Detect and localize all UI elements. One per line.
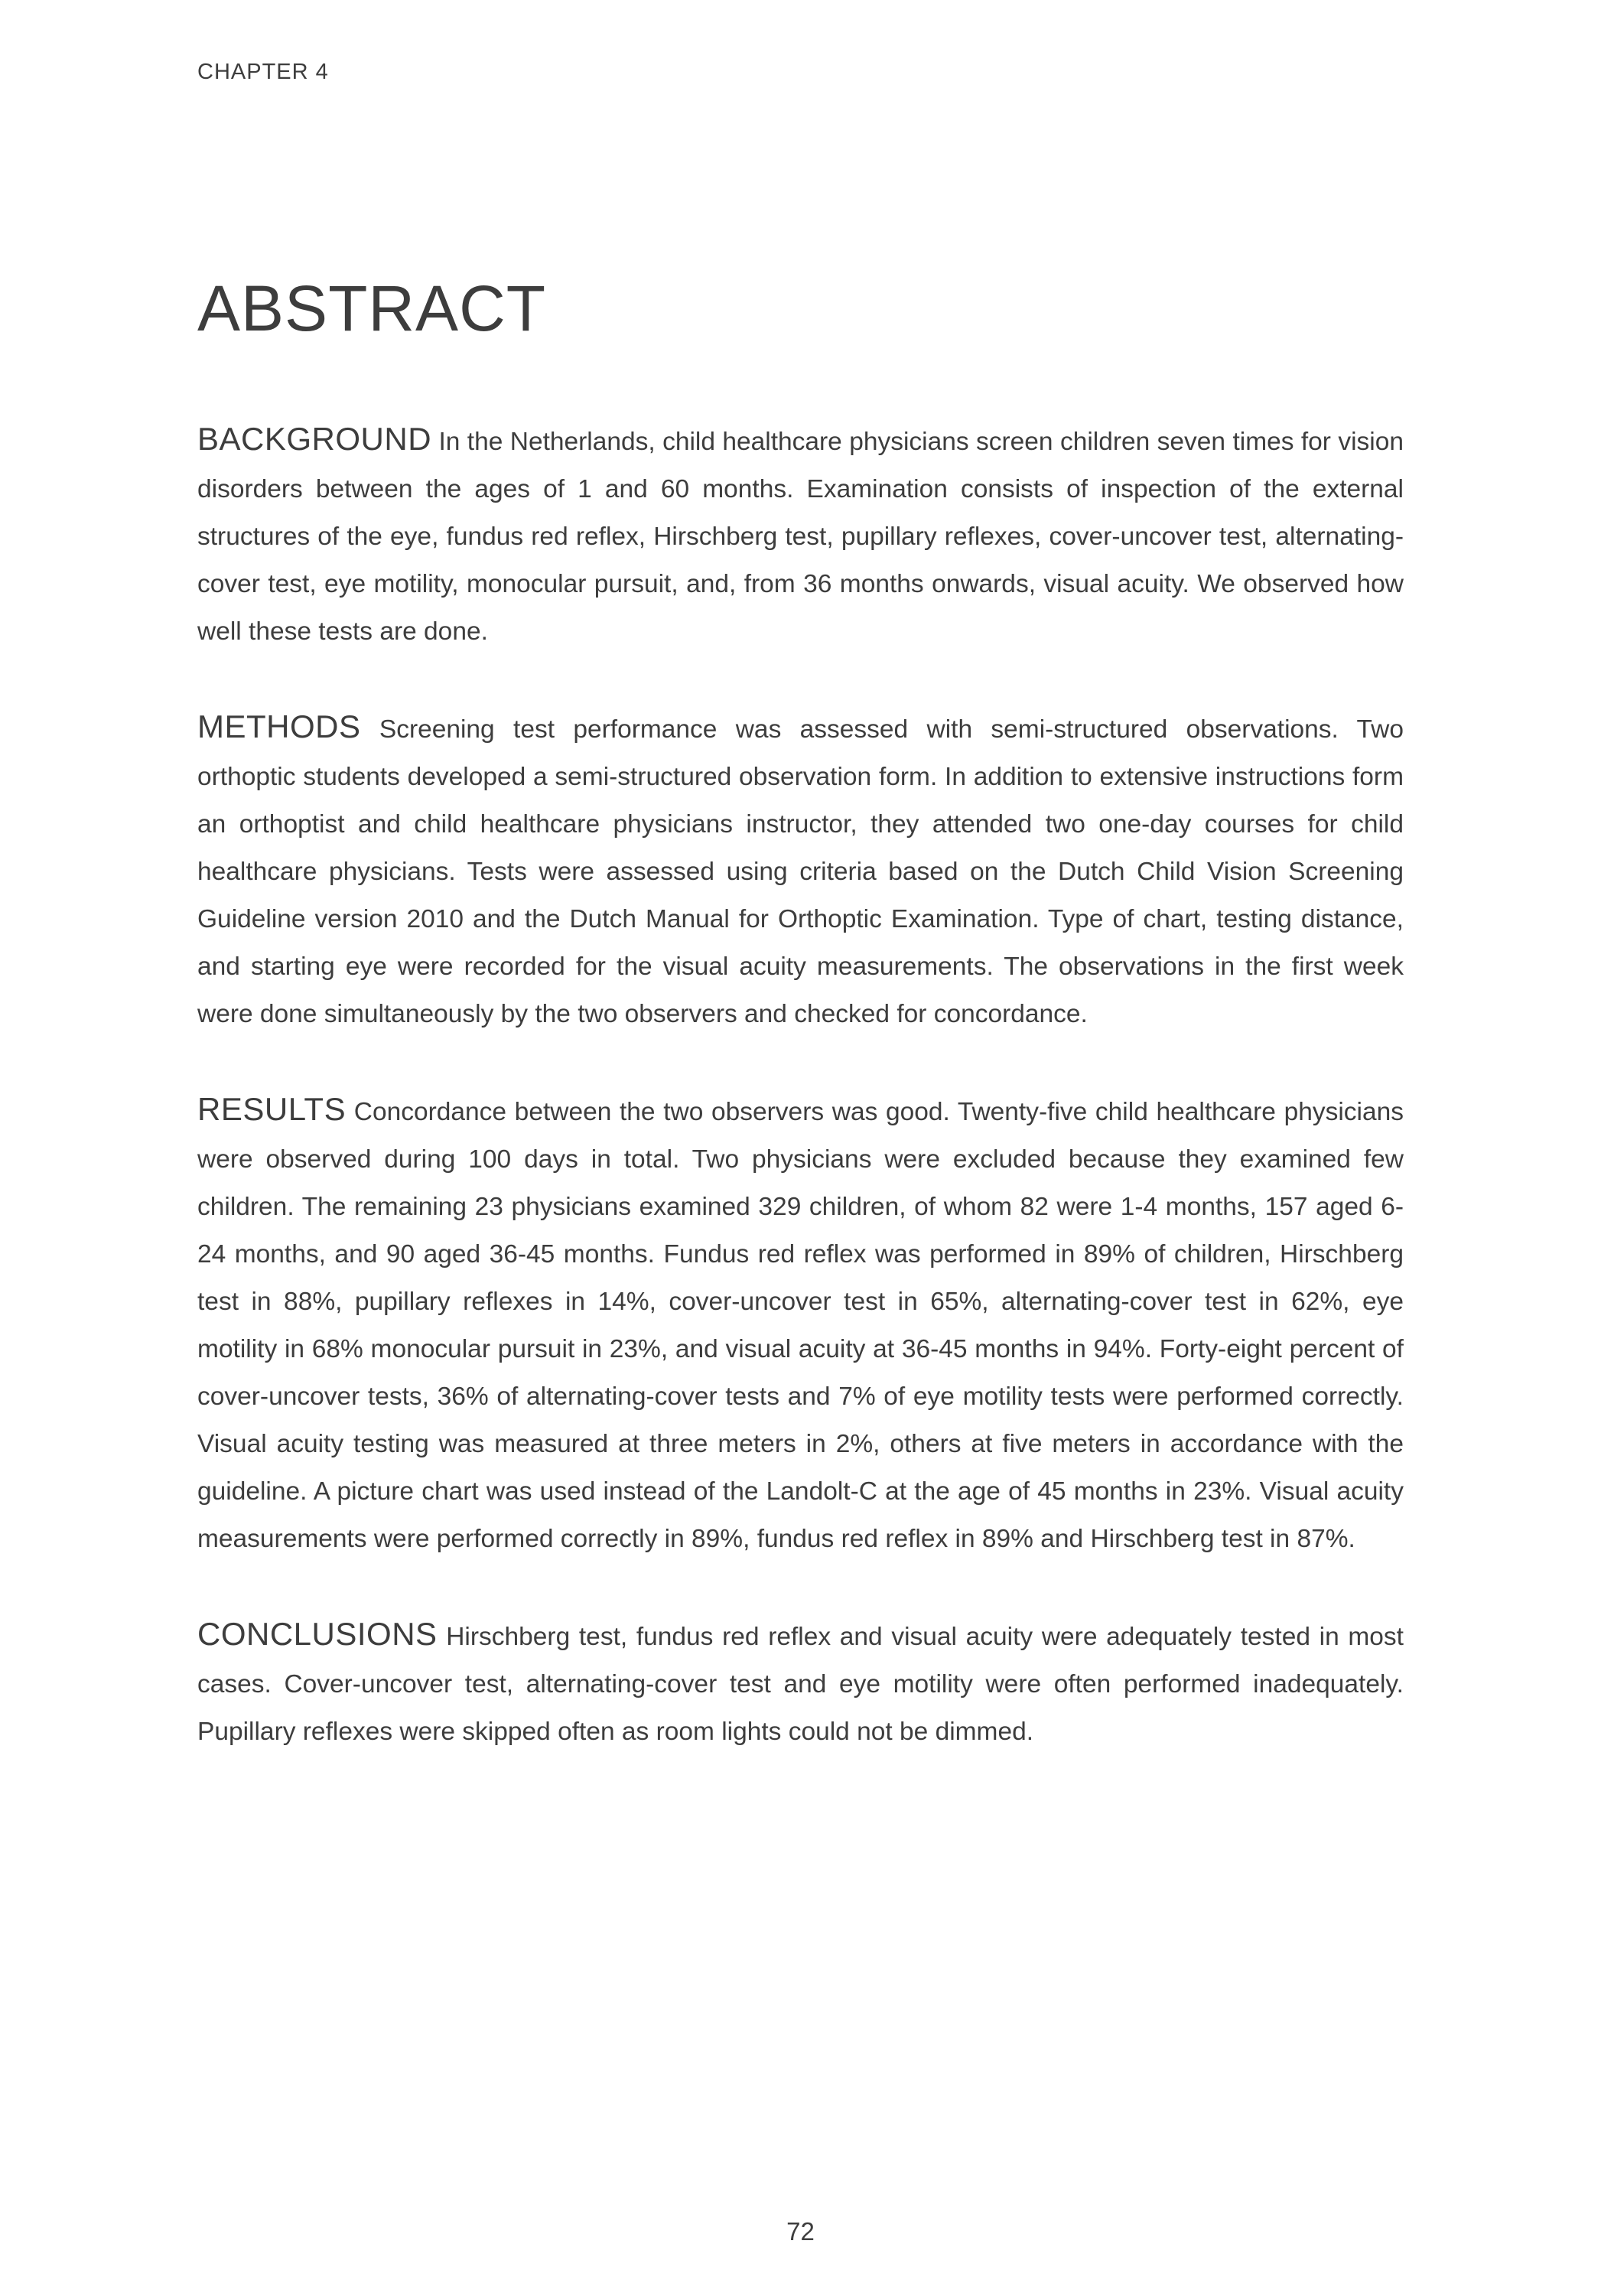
section-results [197,1086,1404,1563]
page-content [197,0,1404,1803]
page-title: ABSTRACT [197,272,547,344]
section-background [197,415,1404,656]
section-label-background: BACKGROUND [197,421,432,457]
section-label-conclusions: CONCLUSIONS [197,1616,438,1652]
section-text-conclusions: Hirschberg test, fundus red reflex and visual acuity were adequately tested in most cases. Cover-uncover test, alternating-cover test and eye motility were often performed inadequately. Pupillary reflexes were skipped often as room lights could not be dimmed. [197,1623,1404,1746]
page-number: 72 [786,2217,815,2246]
chapter-header: CHAPTER 4 [197,60,329,84]
abstract-sections [197,415,1404,1756]
section-methods [197,703,1404,1038]
section-text-background: In the Netherlands, child healthcare physicians screen children seven times for vision disorders between the ages of 1 and 60 months. Examination consists of inspection of the external structures of the eye, fundus red reflex, Hirschberg test, pupillary reflexes, cover-uncover test, alternating-cover test, eye motility, monocular pursuit, and, from 36 months onwards, visual acuity. We observed how well these tests are done. [197,428,1404,646]
section-conclusions [197,1610,1404,1756]
section-text-methods: Screening test performance was assessed with semi-structured observations. Two orthoptic students developed a semi-structured observation form. In addition to extensive instructions form an orthoptist and child healthcare physicians instructor, they attended two one-day courses for child healthcare physicians. Tests were assessed using criteria based on the Dutch Child Vision Screening Guideline version 2010 and the Dutch Manual for Orthoptic Examination. Type of chart, testing distance, and starting eye were recorded for the visual acuity measurements. The observations in the first week were done simultaneously by the two observers and checked for concordance. [197,715,1404,1028]
section-text-results: Concordance between the two observers was good. Twenty-five child healthcare physicians were observed during 100 days in total. Two physicians were excluded because they examined few children. The remaining 23 physicians examined 329 children, of whom 82 were 1-4 months, 157 aged 6-24 months, and 90 aged 36-45 months. Fundus red reflex was performed in 89% of children, Hirschberg test in 88%, pupillary reflexes in 14%, cover-uncover test in 65%, alternating-cover test in 62%, eye motility in 68% monocular pursuit in 23%, and visual acuity at 36-45 months in 94%. Forty-eight percent of cover-uncover tests, 36% of alternating-cover tests and 7% of eye motility tests were performed correctly. Visual acuity testing was measured at three meters in 2%, others at five meters in accordance with the guideline. A picture chart was used instead of the Landolt-C at the age of 45 months in 23%. Visual acuity measurements were performed correctly in 89%, fundus red reflex in 89% and Hirschberg test in 87%. [197,1098,1404,1553]
section-label-results: RESULTS [197,1091,347,1127]
section-label-methods: METHODS [197,708,361,744]
